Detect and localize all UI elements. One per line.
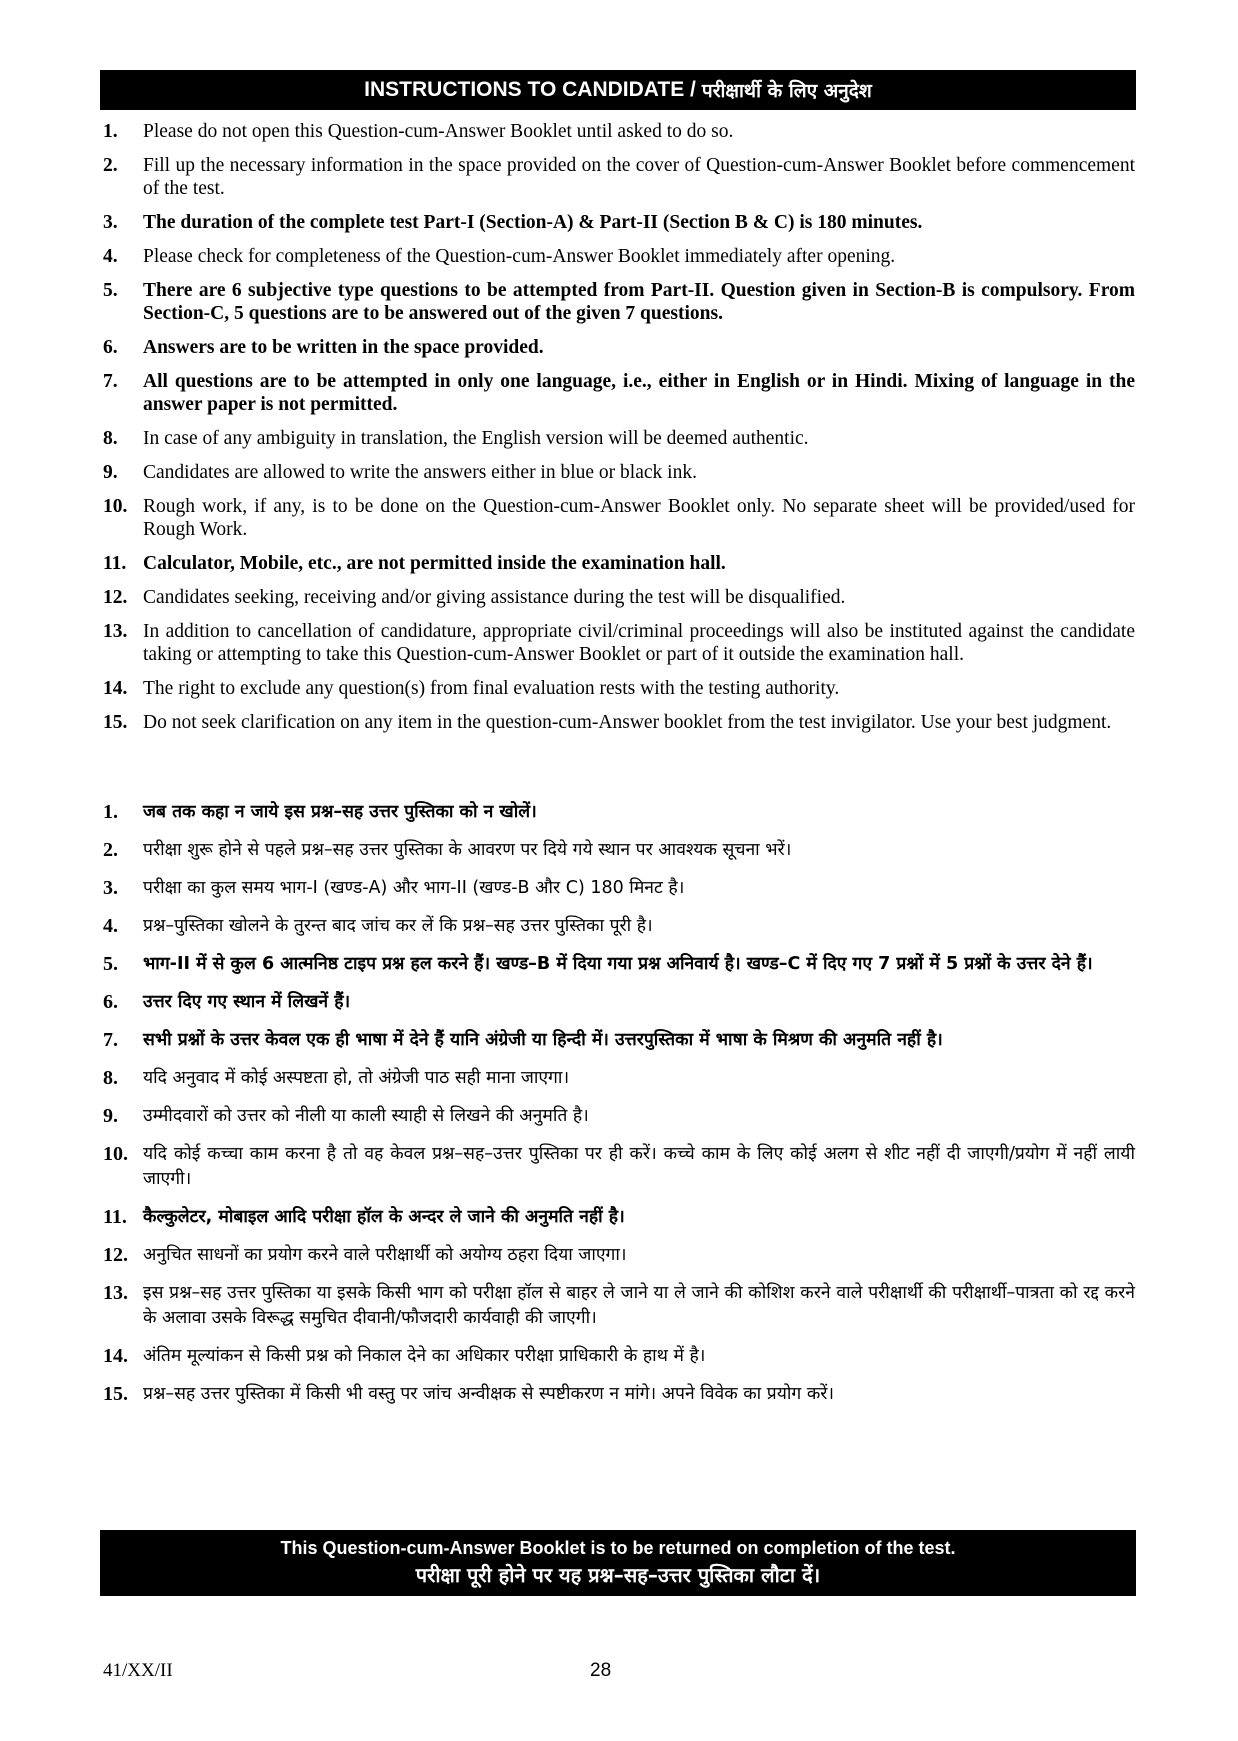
item-text: उम्मीदवारों को उत्तर को नीली या काली स्याही से लिखने की अनुमति है। [143, 1106, 589, 1126]
list-item [103, 427, 1135, 450]
item-number: 2. [103, 155, 118, 176]
list-item [103, 495, 1135, 541]
item-text: In case of any ambiguity in translation, the English version will be deemed authentic. [143, 428, 809, 449]
item-number: 7. [103, 371, 118, 392]
list-item [103, 1281, 1135, 1331]
item-text: The duration of the complete test Part-I (Section-A) & Part-II (Section B & C) is 180 minutes. [143, 212, 923, 233]
item-number: 6. [103, 337, 118, 358]
item-number: 9. [103, 1105, 118, 1127]
item-text: यदि कोई कच्चा काम करना है तो वह केवल प्रश्न–सह–उत्तर पुस्तिका पर ही करें। कच्चे काम के लिए कोई अलग से शीट नहीं दी जाएगी/प्रयोग में नहीं लायी जाएगी। [143, 1144, 1135, 1189]
item-number: 1. [103, 121, 118, 142]
list-item [103, 552, 1135, 575]
item-text: Calculator, Mobile, etc., are not permitted inside the examination hall. [143, 553, 726, 574]
item-number: 5. [103, 953, 118, 975]
list-item [103, 211, 1135, 234]
item-number: 7. [103, 1029, 118, 1051]
item-text: Please do not open this Question-cum-Answer Booklet until asked to do so. [143, 121, 734, 142]
item-text: Do not seek clarification on any item in the question-cum-Answer booklet from the test invigilator. Use your best judgment. [143, 712, 1112, 733]
item-number: 8. [103, 1067, 118, 1089]
header-title-en: INSTRUCTIONS TO CANDIDATE / [364, 78, 696, 101]
item-number: 13. [103, 1282, 128, 1304]
list-item [103, 1142, 1135, 1192]
booklet-code: 41/XX/II [103, 1660, 173, 1681]
item-number: 9. [103, 462, 118, 483]
item-text: Candidates are allowed to write the answers either in blue or black ink. [143, 462, 697, 483]
list-item [103, 154, 1135, 200]
item-text: All questions are to be attempted in only one language, i.e., either in English or in Hindi. Mixing of language in the answer paper is not permitted. [143, 371, 1135, 415]
list-item [103, 1205, 1135, 1230]
item-number: 12. [103, 587, 128, 608]
item-number: 14. [103, 678, 128, 699]
item-number: 10. [103, 496, 128, 517]
item-number: 4. [103, 915, 118, 937]
list-item [103, 586, 1135, 609]
list-item [103, 876, 1135, 901]
list-item [103, 1382, 1135, 1407]
item-text: Candidates seeking, receiving and/or giving assistance during the test will be disqualified. [143, 587, 846, 608]
list-item [103, 1066, 1135, 1091]
item-text: अंतिम मूल्यांकन से किसी प्रश्न को निकाल देने का अधिकार परीक्षा प्राधिकारी के हाथ में है। [143, 1346, 706, 1366]
list-item [103, 370, 1135, 416]
item-text: जब तक कहा न जाये इस प्रश्न–सह उत्तर पुस्तिका को न खोलें। [143, 802, 537, 822]
item-number: 2. [103, 839, 118, 861]
item-text: सभी प्रश्नों के उत्तर केवल एक ही भाषा में देने हैं यानि अंग्रेजी या हिन्दी में। उत्तरपुस्तिका में भाषा के मिश्रण की अनुमति नहीं है। [143, 1030, 943, 1050]
page-number: 28 [590, 1660, 612, 1681]
list-item [103, 336, 1135, 359]
instructions-list-en [103, 120, 1135, 745]
list-item [103, 279, 1135, 325]
item-text: प्रश्न–सह उत्तर पुस्तिका में किसी भी वस्तु पर जांच अन्वीक्षक से स्पष्टीकरण न मांगे। अपने विवेक का प्रयोग करें। [143, 1384, 835, 1404]
item-number: 15. [103, 1383, 128, 1405]
item-text: परीक्षा का कुल समय भाग-I (खण्ड-A) और भाग-II (खण्ड-B और C) 180 मिनट है। [143, 878, 685, 898]
item-text: उत्तर दिए गए स्थान में लिखनें हैं। [143, 992, 351, 1012]
instructions-header [100, 70, 1136, 110]
return-booklet-notice [100, 1530, 1136, 1596]
list-item [103, 952, 1135, 977]
instructions-list-hi [103, 800, 1135, 1420]
item-number: 1. [103, 801, 118, 823]
item-text: Answers are to be written in the space provided. [143, 337, 544, 358]
item-number: 10. [103, 1143, 128, 1165]
list-item [103, 677, 1135, 700]
item-number: 3. [103, 212, 118, 233]
list-item [103, 711, 1135, 734]
header-title-hi: परीक्षार्थी के लिए अनुदेश [701, 80, 872, 102]
list-item [103, 120, 1135, 143]
item-number: 13. [103, 621, 128, 642]
list-item [103, 914, 1135, 939]
list-item [103, 1344, 1135, 1369]
item-text: Please check for completeness of the Question-cum-Answer Booklet immediately after opening. [143, 246, 896, 267]
item-text: प्रश्न–पुस्तिका खोलने के तुरन्त बाद जांच कर लें कि प्रश्न–सह उत्तर पुस्तिका पूरी है। [143, 916, 653, 936]
item-number: 8. [103, 428, 118, 449]
item-text: कैल्कुलेटर, मोबाइल आदि परीक्षा हॉल के अन्दर ले जाने की अनुमति नहीं है। [143, 1207, 625, 1227]
item-text: The right to exclude any question(s) from final evaluation rests with the testing authority. [143, 678, 840, 699]
list-item [103, 838, 1135, 863]
item-number: 3. [103, 877, 118, 899]
item-text: भाग-II में से कुल 6 आत्मनिष्ठ टाइप प्रश्न हल करने हैं। खण्ड–B में दिया गया प्रश्न अनिवार्य है। खण्ड–C में दिए गए 7 प्रश्नों में 5 प्रश्नों के उत्तर देने हैं। [143, 954, 1093, 974]
item-number: 11. [103, 1206, 127, 1228]
list-item [103, 620, 1135, 666]
item-number: 6. [103, 991, 118, 1013]
item-number: 5. [103, 280, 118, 301]
item-number: 4. [103, 246, 118, 267]
item-text: Fill up the necessary information in the space provided on the cover of Question-cum-Answer Booklet before commencement of the test. [143, 155, 1135, 199]
item-number: 12. [103, 1244, 128, 1266]
list-item [103, 1028, 1135, 1053]
item-number: 15. [103, 712, 128, 733]
item-number: 11. [103, 553, 127, 574]
item-text: इस प्रश्न–सह उत्तर पुस्तिका या इसके किसी भाग को परीक्षा हॉल से बाहर ले जाने या ले जाने की कोशिश करने वाले परीक्षार्थी की परीक्षार्थी–पात्रता को रद्द करने के अलावा उसके विरूद्ध समुचित दीवानी/फौजदारी कार्यवाही की जाएगी। [143, 1283, 1135, 1328]
item-text: अनुचित साधनों का प्रयोग करने वाले परीक्षार्थी को अयोग्य ठहरा दिया जाएगा। [143, 1245, 627, 1265]
list-item [103, 245, 1135, 268]
list-item [103, 1243, 1135, 1268]
item-text: There are 6 subjective type questions to be attempted from Part-II. Question given in Section-B is compulsory. From Section-C, 5 questions are to be answered out of the given 7 questions. [143, 280, 1135, 324]
list-item [103, 990, 1135, 1015]
item-text: यदि अनुवाद में कोई अस्पष्टता हो, तो अंग्रेजी पाठ सही माना जाएगा। [143, 1068, 570, 1088]
item-number: 14. [103, 1345, 128, 1367]
item-text: In addition to cancellation of candidature, appropriate civil/criminal proceedings will also be instituted against the candidate taking or attempting to take this Question-cum-Answer Booklet or part of it outside the examination hall. [143, 621, 1135, 665]
list-item [103, 461, 1135, 484]
item-text: परीक्षा शुरू होने से पहले प्रश्न–सह उत्तर पुस्तिका के आवरण पर दिये गये स्थान पर आवश्यक सूचना भरें। [143, 840, 792, 860]
footer-line-en: This Question-cum-Answer Booklet is to be returned on completion of the test. [280, 1538, 956, 1558]
list-item [103, 1104, 1135, 1129]
item-text: Rough work, if any, is to be done on the Question-cum-Answer Booklet only. No separate sheet will be provided/used for Rough Work. [143, 496, 1135, 540]
list-item [103, 800, 1135, 825]
footer-line-hi: परीक्षा पूरी होने पर यह प्रश्न–सह–उत्तर पुस्तिका लौटा दें। [415, 1563, 821, 1587]
